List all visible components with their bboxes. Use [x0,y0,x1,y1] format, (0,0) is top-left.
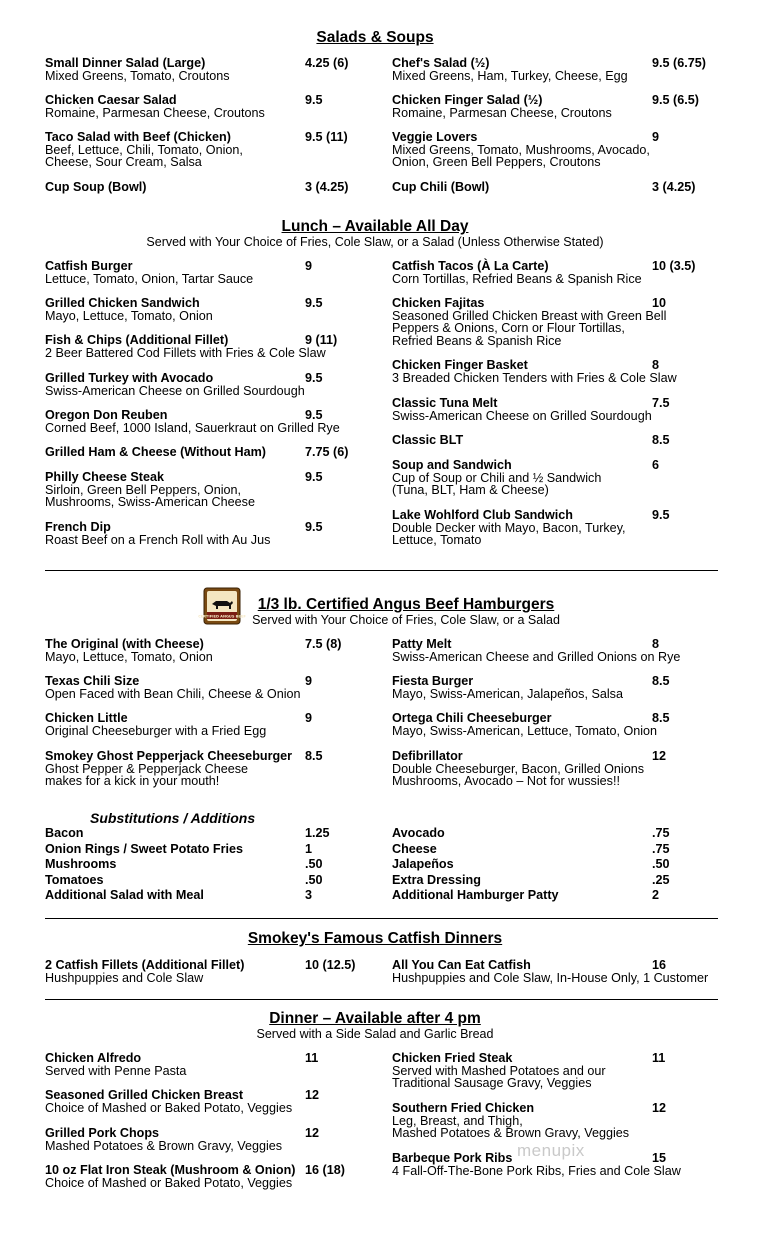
menu-item [45,1089,375,1114]
item-price: 7.5 (8) [305,637,342,651]
menu-item [392,297,722,347]
item-desc: Ghost Pepper & Pepperjack Cheese makes for a kick in your mouth! [45,762,249,789]
menu-item [45,471,375,509]
item-desc: Double Cheeseburger, Bacon, Grilled Onions Mushrooms, Avocado – Not for wussies!! [392,762,645,789]
menu-item [392,434,722,447]
item-desc: Open Faced with Bean Chili, Cheese & Onion [45,687,301,701]
item-desc: Lettuce, Tomato, Onion, Tartar Sauce [45,272,254,286]
divider [45,918,718,919]
item-desc: Beef, Lettuce, Chili, Tomato, Onion, Cheese, Sour Cream, Salsa [45,143,243,170]
item-desc: Original Cheeseburger with a Fried Egg [45,724,267,738]
item-price: 7.5 [652,396,670,410]
item-name: The Original (with Cheese) [45,637,204,651]
item-price: 4.25 (6) [305,56,349,70]
item-price: 8.5 [652,433,670,447]
item-desc: Mixed Greens, Tomato, Mushrooms, Avocado, Onion, Green Bell Peppers, Croutons [392,143,650,170]
sub-name: Additional Salad with Meal [45,888,204,902]
item-name: Defibrillator [392,749,463,763]
item-name: Grilled Ham & Cheese (Without Ham) [45,445,267,459]
sub-name: Onion Rings / Sweet Potato Fries [45,842,244,856]
menu-item [392,712,722,737]
item-name: 10 oz Flat Iron Steak (Mushroom & Onion) [45,1163,296,1177]
menu-item [45,675,375,700]
item-name: Seasoned Grilled Chicken Breast [45,1088,244,1102]
item-desc: Hushpuppies and Cole Slaw [45,971,204,985]
item-desc: Choice of Mashed or Baked Potato, Veggies [45,1101,293,1115]
item-name: Chicken Fried Steak [392,1051,513,1065]
item-desc: 4 Fall-Off-The-Bone Pork Ribs, Fries and Cole Slaw [392,1164,681,1178]
item-name: Grilled Pork Chops [45,1126,160,1140]
item-price: 9.5 [652,508,670,522]
item-price: 8 [652,637,660,651]
sub-price: .50 [652,857,670,871]
item-price: 9 [305,674,313,688]
item-desc: Mixed Greens, Tomato, Croutons [45,69,230,83]
item-name: French Dip [45,520,111,534]
sub-price: .75 [652,826,670,840]
item-desc: Mayo, Lettuce, Tomato, Onion [45,309,213,323]
item-name: Lake Wohlford Club Sandwich [392,508,573,522]
item-price: 12 [305,1126,320,1140]
dinner-subtitle: Served with a Side Salad and Garlic Bread [256,1027,494,1041]
item-desc: Mayo, Swiss-American, Jalapeños, Salsa [392,687,623,701]
item-name: Ortega Chili Cheeseburger [392,711,552,725]
item-price: 12 [652,749,667,763]
item-desc: Choice of Mashed or Baked Potato, Veggies [45,1176,293,1190]
menu-item [392,359,722,384]
item-name: Classic Tuna Melt [392,396,498,410]
menu-item [45,750,375,788]
item-price: 9 (11) [305,333,338,347]
item-name: Patty Melt [392,637,452,651]
item-price: 9.5 [305,520,323,534]
item-price: 3 (4.25) [652,180,696,194]
item-price: 12 [652,1101,667,1115]
sub-price: 3 [305,888,313,902]
item-desc: Romaine, Parmesan Cheese, Croutons [392,106,612,120]
item-name: Oregon Don Reuben [45,408,168,422]
item-desc: Swiss-American Cheese on Grilled Sourdough [392,409,652,423]
item-price: 12 [305,1088,320,1102]
item-desc: Hushpuppies and Cole Slaw, In-House Only, 1 Customer [392,971,709,985]
item-desc: Leg, Breast, and Thigh, Mashed Potatoes & Brown Gravy, Veggies [392,1114,630,1141]
item-name: Chicken Little [45,711,128,725]
item-desc: Double Decker with Mayo, Bacon, Turkey, Lettuce, Tomato [392,521,626,548]
sub-price: .25 [652,873,670,887]
item-price: 11 [652,1051,666,1065]
item-desc: Mixed Greens, Ham, Turkey, Cheese, Egg [392,69,628,83]
item-desc: Seasoned Grilled Chicken Breast with Green Bell Peppers & Onions, Corn or Flour Tortillas, Refried Beans & Spanish Rice [392,309,667,348]
item-name: Barbeque Pork Ribs [392,1151,513,1165]
item-price: 16 [652,958,667,972]
item-price: 10 (3.5) [652,259,696,273]
item-name: Small Dinner Salad (Large) [45,56,206,70]
item-name: Southern Fried Chicken [392,1101,535,1115]
sub-name: Bacon [45,826,84,840]
item-price: 15 [652,1151,667,1165]
item-name: 2 Catfish Fillets (Additional Fillet) [45,958,245,972]
sub-price: 1.25 [305,826,330,840]
menu-item [45,521,375,546]
menu-item [392,1052,722,1090]
item-price: 9.5 [305,93,323,107]
item-name: Soup and Sandwich [392,458,512,472]
item-price: 9.5 (6.75) [652,56,706,70]
item-price: 9.5 [305,408,323,422]
sub-name: Extra Dressing [392,873,481,887]
item-desc: Romaine, Parmesan Cheese, Croutons [45,106,265,120]
item-name: All You Can Eat Catfish [392,958,531,972]
item-price: 9.5 (6.5) [652,93,699,107]
menu-item [392,638,722,663]
menu-item [45,712,375,737]
item-name: Chicken Finger Salad (½) [392,93,543,107]
item-name: Chef's Salad (½) [392,56,490,70]
item-name: Philly Cheese Steak [45,470,165,484]
menu-item [392,959,732,984]
sub-price: .50 [305,873,323,887]
menu-item [392,750,722,788]
item-name: Catfish Tacos (À La Carte) [392,259,549,273]
burgers-subtitle: Served with Your Choice of Fries, Cole Slaw, or a Salad [252,613,560,627]
item-price: 9 [652,130,660,144]
item-desc: Sirloin, Green Bell Peppers, Onion, Mushrooms, Swiss-American Cheese [45,483,255,510]
menu-item [392,675,722,700]
item-name: Cup Soup (Bowl) [45,180,147,194]
lunch-subtitle: Served with Your Choice of Fries, Cole Slaw, or a Salad (Unless Otherwise Stated) [146,235,604,249]
menu-item [45,372,375,397]
substitutions-title: Substitutions / Additions [90,810,256,826]
item-name: Cup Chili (Bowl) [392,180,490,194]
badge-text: CERTIFIED ANGUS BEEF [198,614,246,619]
item-price: 9 [305,711,313,725]
item-price: 9.5 [305,296,323,310]
sub-price: 2 [652,888,660,902]
menu-item [392,131,722,169]
item-price: 6 [652,458,660,472]
item-name: Catfish Burger [45,259,133,273]
item-name: Veggie Lovers [392,130,478,144]
item-desc: 2 Beer Battered Cod Fillets with Fries & Cole Slaw [45,346,326,360]
item-price: 9.5 [305,371,323,385]
menu-item [45,297,375,322]
item-name: Chicken Finger Basket [392,358,528,372]
item-desc: Corn Tortillas, Refried Beans & Spanish Rice [392,272,642,286]
item-desc: Swiss-American Cheese and Grilled Onions on Rye [392,650,681,664]
sub-name: Jalapeños [392,857,454,871]
item-name: Chicken Caesar Salad [45,93,177,107]
item-name: Grilled Turkey with Avocado [45,371,214,385]
item-price: 9.5 [305,470,323,484]
item-desc: Mayo, Swiss-American, Lettuce, Tomato, Onion [392,724,658,738]
item-price: 8.5 [652,711,670,725]
item-price: 9.5 (11) [305,130,348,144]
salads-title: Salads & Soups [316,29,434,46]
item-name: Smokey Ghost Pepperjack Cheeseburger [45,749,293,763]
item-name: Grilled Chicken Sandwich [45,296,200,310]
menu-item [392,1102,722,1140]
sub-name: Mushrooms [45,857,117,871]
item-price: 10 [652,296,667,310]
item-name: Classic BLT [392,433,464,447]
menu-item [392,509,722,547]
sub-name: Avocado [392,826,445,840]
item-price: 8.5 [305,749,323,763]
item-price: 11 [305,1051,319,1065]
catfish-title: Smokey's Famous Catfish Dinners [247,930,503,947]
item-name: Chicken Alfredo [45,1051,142,1065]
item-name: Fiesta Burger [392,674,474,688]
item-price: 9 [305,259,313,273]
item-price: 8.5 [652,674,670,688]
item-price: 8 [652,358,660,372]
sub-name: Tomatoes [45,873,104,887]
menu-item [45,409,375,434]
burgers-title: 1/3 lb. Certified Angus Beef Hamburgers [257,596,555,613]
sub-price: 1 [305,842,313,856]
item-name: Fish & Chips (Additional Fillet) [45,333,229,347]
menupix-watermark: menupix [517,1141,585,1160]
sub-name: Additional Hamburger Patty [392,888,559,902]
sub-price: .75 [652,842,670,856]
item-price: 16 (18) [305,1163,345,1177]
divider [45,570,718,571]
dinner-title: Dinner – Available after 4 pm [269,1010,481,1027]
sub-name: Cheese [392,842,437,856]
item-desc: Swiss-American Cheese on Grilled Sourdough [45,384,305,398]
item-desc: Roast Beef on a French Roll with Au Jus [45,533,271,547]
menu-item [45,260,375,285]
divider [45,999,718,1000]
item-desc: Corned Beef, 1000 Island, Sauerkraut on Grilled Rye [45,421,340,435]
item-price: 10 (12.5) [305,958,356,972]
sub-price: .50 [305,857,323,871]
menu-item [45,94,375,119]
item-name: Texas Chili Size [45,674,140,688]
menu-item [45,1127,375,1152]
item-desc: Served with Penne Pasta [45,1064,187,1078]
item-price: 7.75 (6) [305,445,349,459]
menu-item [392,459,722,497]
item-name: Taco Salad with Beef (Chicken) [45,130,231,144]
item-price: 3 (4.25) [305,180,349,194]
item-desc: Mayo, Lettuce, Tomato, Onion [45,650,213,664]
menu-item [392,397,722,422]
item-desc: Served with Mashed Potatoes and our Traditional Sausage Gravy, Veggies [392,1064,606,1091]
item-name: Chicken Fajitas [392,296,485,310]
item-desc: 3 Breaded Chicken Tenders with Fries & Cole Slaw [392,371,677,385]
menu-item [45,1052,375,1077]
item-desc: Mashed Potatoes & Brown Gravy, Veggies [45,1139,283,1153]
item-desc: Cup of Soup or Chili and ½ Sandwich (Tuna, BLT, Ham & Cheese) [392,471,602,498]
lunch-title: Lunch – Available All Day [281,218,469,235]
